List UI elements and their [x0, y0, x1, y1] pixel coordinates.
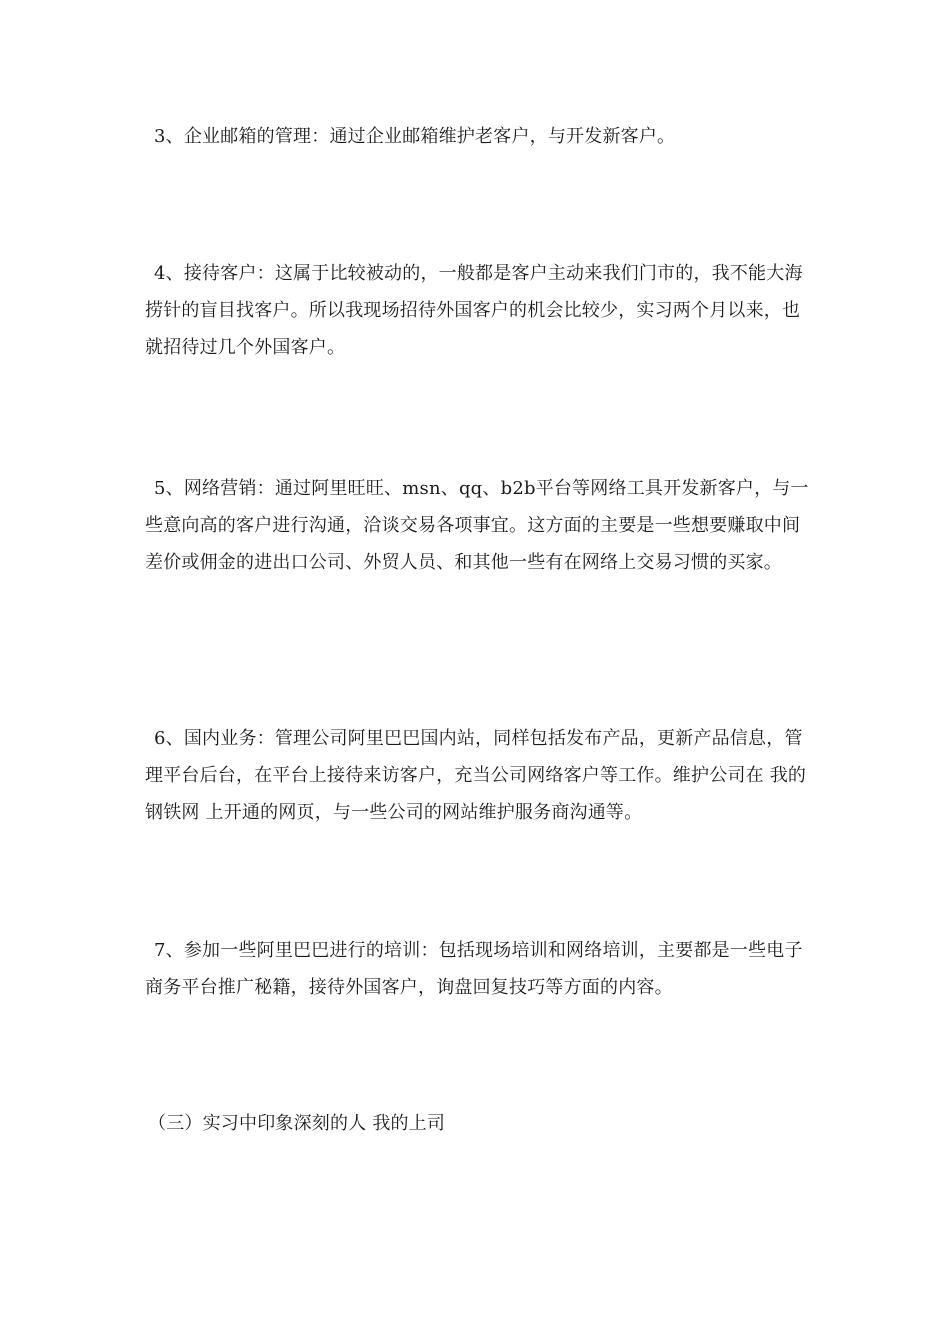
- section-heading: （三）实习中印象深刻的人 我的上司: [148, 1113, 446, 1134]
- paragraph-item-4: 4、接待客户：这属于比较被动的，一般都是客户主动来我们门市的，我不能大海捞针的盲目找客户。所以我现场招待外国客户的机会比较少，实习两个月以来，也就招待过几个外国客户。: [145, 263, 803, 358]
- paragraph-item-3: 3、企业邮箱的管理：通过企业邮箱维护老客户，与开发新客户。: [154, 126, 676, 147]
- paragraph-item-5: 5、网络营销：通过阿里旺旺、msn、qq、b2b平台等网络工具开发新客户，与一些意向高的客户进行沟通，洽谈交易各项事宜。这方面的主要是一些想要赚取中间差价或佣金的进出口公司、外贸人员、和其他一些有在网络上交易习惯的买家。: [145, 478, 809, 573]
- paragraph-item-6: 6、国内业务：管理公司阿里巴巴国内站，同样包括发布产品，更新产品信息，管理平台后台，在平台上接待来访客户，充当公司网络客户等工作。维护公司在 我的钢铁网 上开通的网页，与一些公司的网站维护服务商沟通等。: [145, 728, 807, 823]
- paragraph-item-7: 7、参加一些阿里巴巴进行的培训：包括现场培训和网络培训，主要都是一些电子商务平台推广秘籍，接待外国客户，询盘回复技巧等方面的内容。: [145, 940, 803, 998]
